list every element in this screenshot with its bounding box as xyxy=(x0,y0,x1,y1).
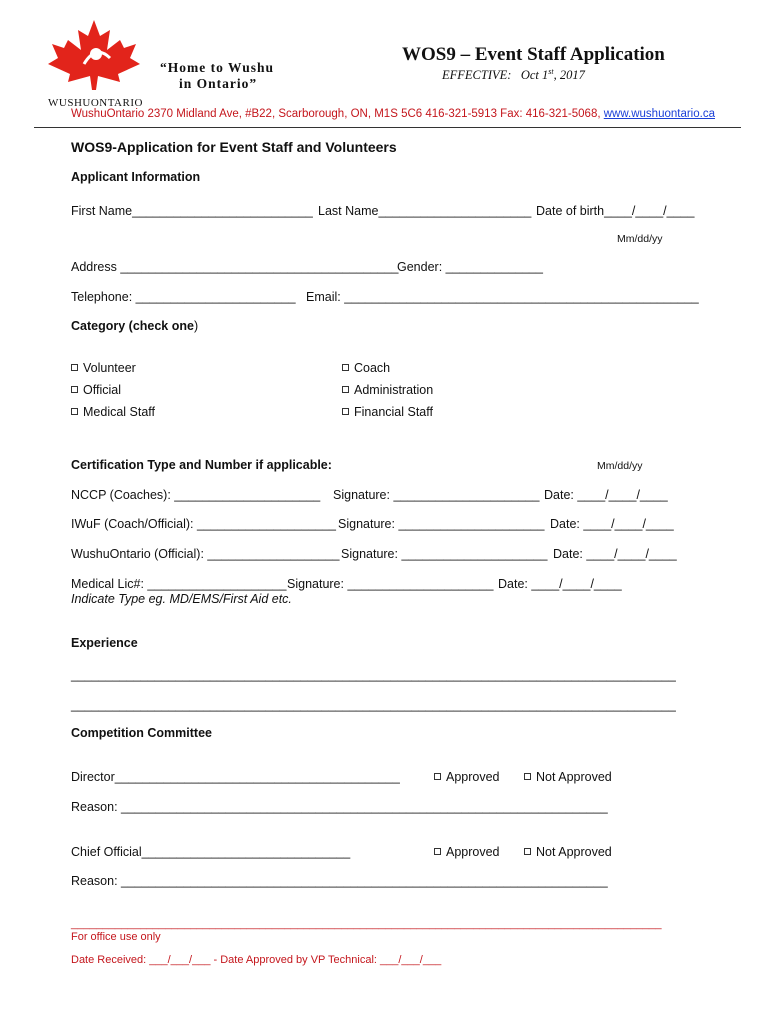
address-line xyxy=(71,108,715,120)
dob-format-hint: Mm/dd/yy xyxy=(617,233,663,245)
cert-heading: Certification Type and Number if applicable: xyxy=(71,458,332,472)
page-title: WOS9 – Event Staff Application xyxy=(402,44,665,65)
cert-medical-field[interactable]: Medical Lic#: ____________________ xyxy=(71,577,287,591)
org-address: WushuOntario 2370 Midland Ave, #B22, Scarborough, ON, M1S 5C6 416-321-5913 Fax: 416-321-5068, xyxy=(71,108,601,120)
cert-iwuf-field[interactable]: IWuF (Coach/Official): ____________________ xyxy=(71,517,336,531)
tagline-line1: “Home to Wushu xyxy=(160,60,275,75)
category-label: Volunteer xyxy=(83,361,136,375)
logo-text: WUSHUONTARIO xyxy=(48,97,143,109)
director-approved[interactable] xyxy=(434,770,500,784)
cert-nccp-signature[interactable]: Signature: _____________________ xyxy=(333,488,540,502)
category-heading-paren: ) xyxy=(193,319,199,333)
director-not-approved[interactable] xyxy=(524,770,612,784)
checkbox-icon[interactable] xyxy=(342,364,349,371)
checkbox-icon[interactable] xyxy=(524,848,531,855)
chief-not-approved[interactable] xyxy=(524,845,612,859)
address-field[interactable]: Address ________________________________________ xyxy=(71,260,399,274)
category-volunteer[interactable] xyxy=(71,361,136,375)
not-approved-label: Not Approved xyxy=(536,770,612,784)
telephone-field[interactable]: Telephone: _______________________ xyxy=(71,290,296,304)
cert-wushuontario-signature[interactable]: Signature: _____________________ xyxy=(341,547,548,561)
checkbox-icon[interactable] xyxy=(71,408,78,415)
effective-label: EFFECTIVE: xyxy=(442,68,512,83)
form-title: WOS9-Application for Event Staff and Volunteers xyxy=(71,139,397,155)
cert-nccp-field[interactable]: NCCP (Coaches): _____________________ xyxy=(71,488,321,502)
category-financial-staff[interactable] xyxy=(342,405,433,419)
cert-nccp-date[interactable]: Date: ____/____/____ xyxy=(544,488,668,502)
checkbox-icon[interactable] xyxy=(434,848,441,855)
checkbox-icon[interactable] xyxy=(342,386,349,393)
tagline-line2: in Ontario” xyxy=(179,76,258,91)
director-field[interactable]: Director_________________________________________ xyxy=(71,770,400,784)
header-divider xyxy=(34,127,741,128)
cert-medical-signature[interactable]: Signature: _____________________ xyxy=(287,577,494,591)
chief-reason-field[interactable]: Reason: ______________________________________________________________________ xyxy=(71,874,608,888)
checkbox-icon[interactable] xyxy=(71,364,78,371)
category-label: Financial Staff xyxy=(354,405,433,419)
chief-official-field[interactable]: Chief Official______________________________ xyxy=(71,845,351,859)
category-official[interactable] xyxy=(71,383,121,397)
website-link[interactable]: www.wushuontario.ca xyxy=(603,108,715,120)
email-field[interactable]: Email: ___________________________________________________ xyxy=(306,290,699,304)
committee-heading: Competition Committee xyxy=(71,726,212,740)
checkbox-icon[interactable] xyxy=(524,773,531,780)
experience-heading: Experience xyxy=(71,636,138,650)
category-label: Medical Staff xyxy=(83,405,156,419)
effective-day: Oct 1 xyxy=(520,68,549,83)
effective-sup: st xyxy=(548,67,554,76)
chief-approved[interactable] xyxy=(434,845,500,859)
category-heading xyxy=(71,319,198,333)
experience-line-1[interactable]: _______________________________________________________________________________________ xyxy=(71,668,676,682)
office-use-rule: ______________________________________________________________________________________________ xyxy=(71,918,662,930)
cert-wushuontario-date[interactable]: Date: ____/____/____ xyxy=(553,547,677,561)
category-administration[interactable] xyxy=(342,383,433,397)
dob-field[interactable]: Date of birth____/____/____ xyxy=(536,204,695,218)
category-label: Official xyxy=(83,383,121,397)
category-heading-text: Category (check one xyxy=(71,319,194,333)
first-name-field[interactable]: First Name__________________________ xyxy=(71,204,313,218)
checkbox-icon[interactable] xyxy=(71,386,78,393)
cert-wushuontario-field[interactable]: WushuOntario (Official): ___________________ xyxy=(71,547,340,561)
approved-label: Approved xyxy=(446,770,500,784)
gender-field[interactable]: Gender: ______________ xyxy=(397,260,543,274)
checkbox-icon[interactable] xyxy=(342,408,349,415)
director-reason-field[interactable]: Reason: ______________________________________________________________________ xyxy=(71,800,608,814)
category-coach[interactable] xyxy=(342,361,390,375)
category-label: Administration xyxy=(354,383,434,397)
category-medical-staff[interactable] xyxy=(71,405,155,419)
approved-label: Approved xyxy=(446,845,500,859)
cert-iwuf-signature[interactable]: Signature: _____________________ xyxy=(338,517,545,531)
cert-medical-date[interactable]: Date: ____/____/____ xyxy=(498,577,622,591)
experience-line-2[interactable]: _______________________________________________________________________________________ xyxy=(71,698,676,712)
not-approved-label: Not Approved xyxy=(536,845,612,859)
checkbox-icon[interactable] xyxy=(434,773,441,780)
logo xyxy=(44,18,144,109)
applicant-heading: Applicant Information xyxy=(71,170,201,184)
date-received-field[interactable]: Date Received: ___/___/___ - Date Approved by VP Technical: ___/___/___ xyxy=(71,954,442,966)
last-name-field[interactable]: Last Name______________________ xyxy=(318,204,532,218)
medical-note: Indicate Type eg. MD/EMS/First Aid etc. xyxy=(71,592,292,606)
maple-leaf-logo-icon xyxy=(44,18,144,90)
effective-date xyxy=(442,67,585,83)
office-use-label: For office use only xyxy=(71,931,161,943)
cert-format-hint: Mm/dd/yy xyxy=(597,460,643,472)
effective-year: , 2017 xyxy=(553,68,585,83)
cert-iwuf-date[interactable]: Date: ____/____/____ xyxy=(550,517,674,531)
category-label: Coach xyxy=(354,361,391,375)
